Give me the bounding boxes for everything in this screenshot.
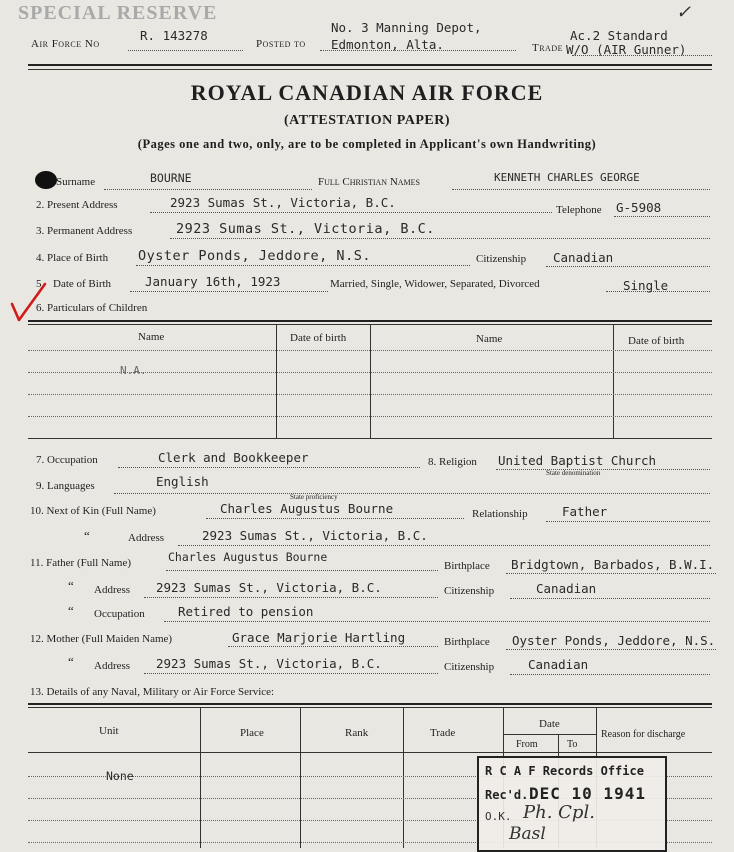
stamp-second-signature: Basl — [509, 824, 546, 844]
citizenship-value: Canadian — [553, 250, 614, 265]
children-label: 6. Particulars of Children — [36, 302, 148, 314]
service-label: 13. Details of any Naval, Military or Air Force Service: — [30, 686, 275, 698]
father-name-value: Charles Augustus Bourne — [168, 550, 328, 564]
posted-to-line1: No. 3 Manning Depot, — [331, 20, 482, 35]
air-force-no-value: R. 143278 — [140, 28, 208, 43]
service-header-from: From — [516, 739, 538, 750]
occupation-label: 7. Occupation — [36, 454, 98, 466]
father-address-ditto: “ — [68, 578, 74, 593]
father-citizenship-value: Canadian — [536, 581, 597, 596]
trade-line1: Ac.2 Standard — [570, 28, 668, 43]
father-birthplace-label: Birthplace — [444, 560, 490, 572]
children-entry-na: N.A. — [120, 364, 147, 377]
service-header-rank: Rank — [345, 727, 369, 739]
kin-note: State proficiency — [290, 493, 338, 501]
father-citizenship-label: Citizenship — [444, 585, 495, 597]
father-address-value: 2923 Sumas St., Victoria, B.C. — [156, 580, 382, 595]
relationship-value: Father — [562, 504, 608, 519]
records-office-stamp — [477, 756, 667, 852]
stamp-ok-signature: Ph. Cpl. — [523, 802, 595, 823]
next-of-kin-value: Charles Augustus Bourne — [220, 501, 394, 516]
page-title: ROYAL CANADIAN AIR FORCE — [190, 80, 544, 105]
telephone-value: G-5908 — [616, 200, 662, 215]
marital-status-label: Married, Single, Widower, Separated, Divorced — [330, 278, 540, 290]
present-address-value: 2923 Sumas St., Victoria, B.C. — [170, 195, 396, 210]
children-header-name-2: Name — [476, 333, 503, 345]
mother-name-value: Grace Marjorie Hartling — [232, 630, 406, 645]
father-address-label: Address — [94, 584, 131, 596]
stamp-ok-label: O.K. — [485, 810, 512, 823]
service-header-reason: Reason for discharge — [601, 729, 686, 740]
relationship-label: Relationship — [472, 508, 528, 520]
special-reserve-stamp: SPECIAL RESERVE — [18, 2, 218, 24]
children-header-dob-2: Date of birth — [628, 335, 685, 347]
item-5-number: 5. — [36, 278, 45, 290]
redaction-blot — [35, 171, 57, 189]
father-birthplace-value: Bridgtown, Barbados, B.W.I. — [511, 557, 715, 572]
mother-label: 12. Mother (Full Maiden Name) — [30, 633, 173, 645]
kin-address-ditto: “ — [84, 528, 90, 543]
next-of-kin-label: 10. Next of Kin (Full Name) — [30, 505, 156, 517]
air-force-no-label: Air Force No — [31, 38, 100, 50]
languages-value: English — [156, 474, 209, 489]
birthplace-label: 4. Place of Birth — [36, 252, 109, 264]
religion-label: 8. Religion — [428, 456, 477, 468]
service-header-to: To — [567, 739, 578, 750]
mother-birthplace-label: Birthplace — [444, 636, 490, 648]
mother-address-ditto: “ — [68, 654, 74, 669]
trade-label: Trade — [532, 42, 563, 54]
religion-note: State denomination — [546, 469, 601, 477]
present-address-label: 2. Present Address — [36, 199, 118, 211]
page-subtitle: (ATTESTATION PAPER) — [284, 113, 450, 128]
service-header-place: Place — [240, 727, 264, 739]
father-occupation-label: Occupation — [94, 608, 145, 620]
telephone-label: Telephone — [556, 204, 602, 216]
surname-label: Surname — [56, 176, 96, 188]
languages-label: 9. Languages — [36, 480, 95, 492]
kin-address-label: Address — [128, 532, 165, 544]
mother-citizenship-label: Citizenship — [444, 661, 495, 673]
mother-address-value: 2923 Sumas St., Victoria, B.C. — [156, 656, 382, 671]
surname-value: BOURNE — [150, 171, 192, 185]
posted-to-line2: Edmonton, Alta. — [331, 37, 444, 52]
occupation-value: Clerk and Bookkeeper — [158, 450, 309, 465]
service-entry-none: None — [106, 769, 134, 783]
dob-label: Date of Birth — [53, 278, 112, 290]
posted-to-label: Posted to — [256, 38, 306, 50]
mother-citizenship-value: Canadian — [528, 657, 589, 672]
service-header-date: Date — [539, 718, 560, 730]
father-occupation-ditto: “ — [68, 603, 74, 618]
marital-status-value: Single — [623, 278, 669, 293]
religion-value: United Baptist Church — [498, 453, 657, 468]
children-header-dob-1: Date of birth — [290, 332, 347, 344]
handwriting-instruction: (Pages one and two, only, are to be completed in Applicant's own Handwriting) — [137, 137, 597, 151]
kin-address-value: 2923 Sumas St., Victoria, B.C. — [202, 528, 428, 543]
trade-line2: W/O (AIR Gunner) — [566, 42, 687, 57]
children-header-name-1: Name — [138, 331, 165, 343]
christian-names-label: Full Christian Names — [318, 176, 421, 188]
stamp-office: R C A F Records Office — [485, 764, 644, 778]
dob-value: January 16th, 1923 — [145, 274, 281, 289]
christian-names-value: KENNETH CHARLES GEORGE — [494, 171, 640, 184]
stamp-recd-label: Rec'd. — [485, 788, 529, 802]
service-header-trade: Trade — [430, 727, 456, 739]
service-header-unit: Unit — [99, 725, 119, 737]
citizenship-label: Citizenship — [476, 253, 527, 265]
mother-birthplace-value: Oyster Ponds, Jeddore, N.S. — [512, 633, 716, 648]
permanent-address-value: 2923 Sumas St., Victoria, B.C. — [176, 221, 435, 237]
father-label: 11. Father (Full Name) — [30, 557, 132, 569]
father-occupation-value: Retired to pension — [178, 604, 314, 619]
tick-mark-icon: ✓ — [676, 2, 692, 23]
birthplace-value: Oyster Ponds, Jeddore, N.S. — [138, 248, 371, 264]
permanent-address-label: 3. Permanent Address — [36, 225, 133, 237]
mother-address-label: Address — [94, 660, 131, 672]
stamp-recd-date: DEC 10 1941 — [529, 784, 646, 803]
